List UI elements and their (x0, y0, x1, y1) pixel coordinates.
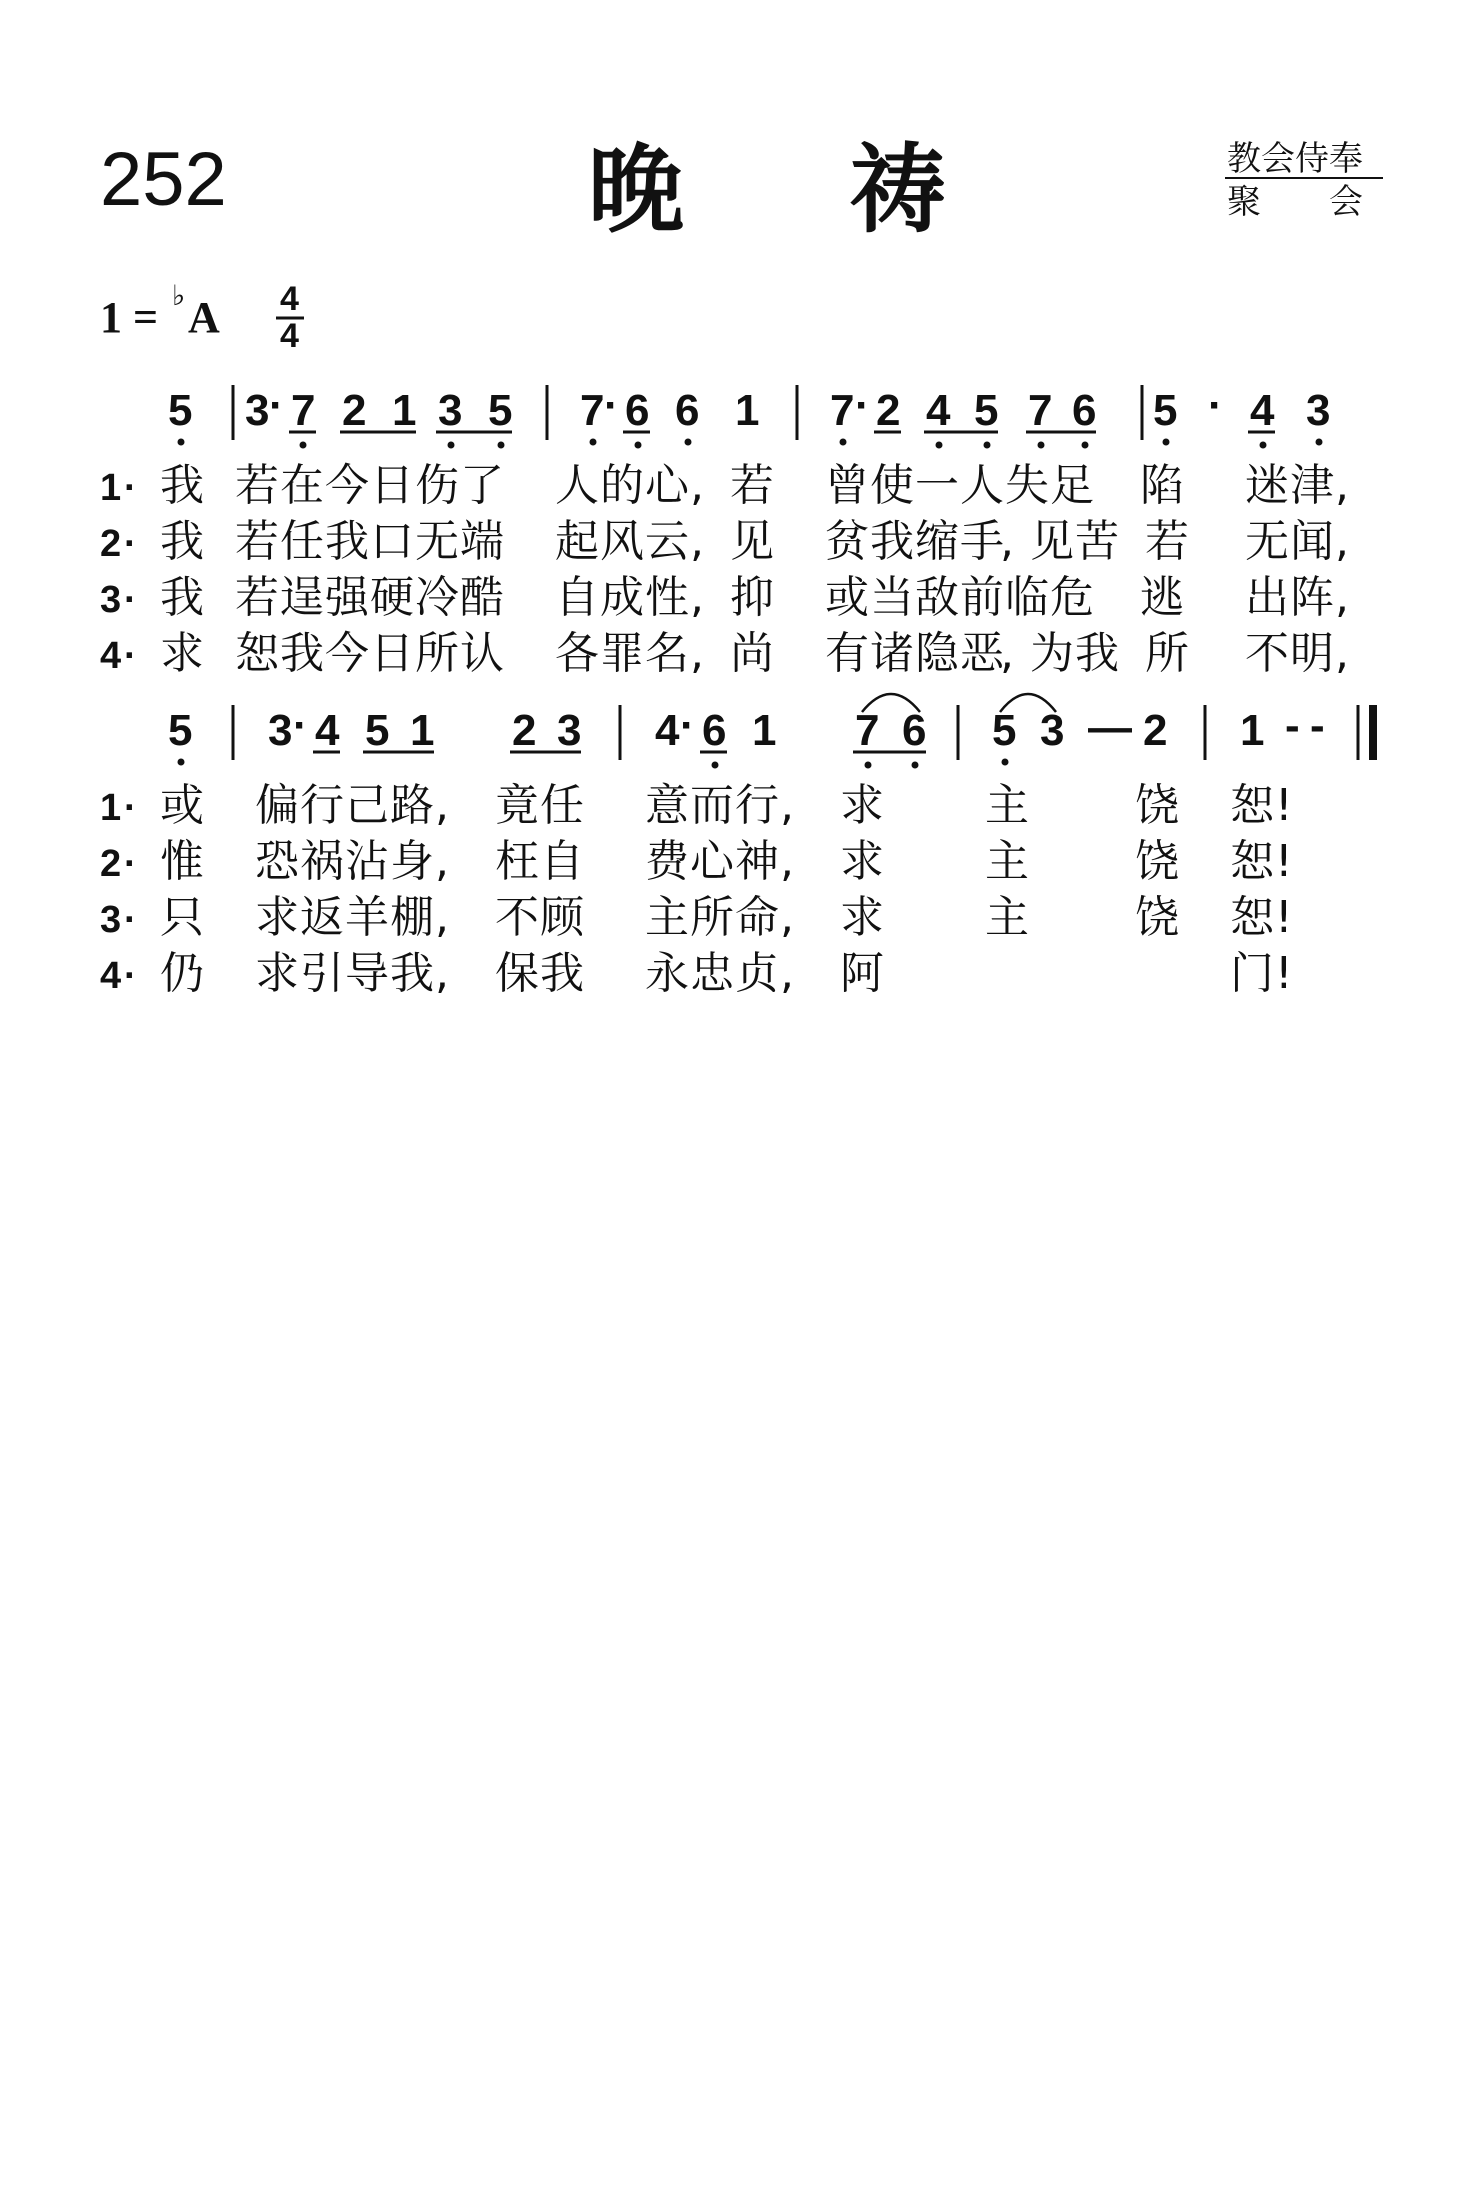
lyric-char: 心 (690, 836, 734, 887)
lyric-char: 我 (325, 516, 369, 567)
verse-number-dot: · (124, 787, 137, 829)
dash: - (1310, 701, 1325, 750)
lyric-char: 端 (460, 516, 504, 567)
note: 7 (1028, 386, 1053, 435)
lyric-char: 逞 (280, 572, 324, 623)
lyric-char: , (690, 572, 704, 623)
lyric-char: , (435, 948, 449, 999)
music-row-2 (168, 694, 1373, 769)
lyric-char: 迷 (1245, 460, 1289, 511)
lyric-char: 或 (825, 572, 869, 623)
note: 6 (625, 386, 650, 435)
lyric-char: , (435, 836, 449, 887)
lyric-char: 心 (645, 460, 689, 511)
verse-number-dot: · (124, 467, 137, 509)
lyric-char: 贞 (735, 948, 779, 999)
lyric-char: , (1335, 572, 1349, 623)
lyric-char: 主 (645, 892, 689, 943)
lyric-char: 危 (1050, 572, 1094, 623)
lyric-char: , (1335, 460, 1349, 511)
lyric-char: 手 (960, 516, 1004, 567)
lyric-char: 今 (325, 460, 369, 511)
lyric-char: 若 (235, 516, 279, 567)
music-row-1 (168, 381, 1330, 449)
note: 4 (926, 386, 951, 435)
low-octave-dot (448, 442, 455, 449)
lyric-char: 棚 (390, 892, 434, 943)
lyric-char: 使 (870, 460, 914, 511)
verse-line-1 (100, 460, 1349, 511)
lyric-char: 性 (645, 572, 689, 623)
note: 6 (902, 706, 927, 755)
note: 2 (342, 386, 367, 435)
note: 1 (410, 706, 435, 755)
lyric-char: 而 (690, 780, 734, 831)
low-octave-dot (178, 439, 185, 446)
lyric-char: 恶 (960, 628, 1004, 679)
lyric-char: 饶 (1135, 836, 1179, 887)
low-octave-dot (178, 759, 185, 766)
verse-number-dot: · (124, 635, 137, 677)
lyric-char: 只 (160, 892, 204, 943)
lyric-char: 主 (985, 780, 1029, 831)
verse-number-dot: · (124, 899, 137, 941)
lyric-char: 若 (235, 460, 279, 511)
note: 1 (752, 706, 777, 755)
lyric-char: 竟 (495, 780, 539, 831)
lyric-char: 罪 (600, 628, 644, 679)
note: 7 (855, 706, 880, 755)
lyric-char: 行 (735, 780, 779, 831)
low-octave-dot (840, 439, 847, 446)
lyric-char: ! (1275, 780, 1293, 831)
dot: · (1208, 381, 1223, 430)
lyric-char: 主 (985, 892, 1029, 943)
note: 2 (876, 386, 901, 435)
note: 3 (268, 706, 293, 755)
lyric-char: 起 (555, 516, 599, 567)
note: 5 (974, 386, 999, 435)
verse-line-4 (100, 948, 1293, 999)
note: 7 (830, 386, 855, 435)
lyric-char: 贫 (825, 516, 869, 567)
lyric-char: 引 (300, 948, 344, 999)
lyric-char: 费 (645, 836, 689, 887)
dash: - (1285, 701, 1300, 750)
lyric-char: 逃 (1140, 572, 1184, 623)
lyric-char: , (1000, 628, 1014, 679)
lyric-char: 硬 (370, 572, 414, 623)
note: 4 (1250, 386, 1275, 435)
dash: — (1088, 703, 1132, 752)
lyric-char: 闻 (1290, 516, 1334, 567)
verse-number: 4 (100, 955, 122, 997)
lyric-char: 自 (555, 572, 599, 623)
verse-number: 3 (100, 899, 122, 941)
note: 6 (675, 386, 700, 435)
lyric-char: , (435, 892, 449, 943)
key-prefix: 1 = (100, 293, 159, 342)
lyric-char: 求 (840, 892, 884, 943)
low-octave-dot (1082, 442, 1089, 449)
lyric-char: 永 (645, 948, 689, 999)
lyric-char: 我 (1075, 628, 1119, 679)
lyric-char: , (780, 780, 794, 831)
lyrics-block-2 (100, 780, 1293, 999)
verse-line-2 (100, 836, 1293, 887)
low-octave-dot (635, 442, 642, 449)
note: 4 (315, 706, 340, 755)
lyric-char: 我 (540, 948, 584, 999)
lyric-char: 我 (870, 516, 914, 567)
lyric-char: , (780, 836, 794, 887)
lyric-char: 所 (690, 892, 734, 943)
verse-line-3 (100, 892, 1293, 943)
lyric-char: 见 (1030, 516, 1074, 567)
hymn-number: 252 (100, 137, 227, 222)
lyric-char: 冷 (415, 572, 459, 623)
low-octave-dot (590, 439, 597, 446)
category-line-1: 教会侍奉 (1227, 139, 1363, 179)
lyric-char: 或 (160, 780, 204, 831)
lyric-char: 尚 (730, 628, 774, 679)
lyric-char: 日 (370, 628, 414, 679)
lyric-char: 不 (1245, 628, 1289, 679)
verse-number: 3 (100, 579, 122, 621)
lyric-char: 导 (345, 948, 389, 999)
lyric-char: 求 (840, 836, 884, 887)
lyric-char: 若 (1145, 516, 1189, 567)
note: 7 (580, 386, 605, 435)
lyric-char: 门 (1230, 948, 1274, 999)
lyric-char: 诸 (870, 628, 914, 679)
flat-sign: ♭ (172, 281, 186, 312)
lyric-char: 为 (1030, 628, 1074, 679)
lyric-char: ! (1275, 892, 1293, 943)
note: 3 (557, 706, 582, 755)
lyric-char: 恕 (1230, 892, 1274, 943)
low-octave-dot (1260, 442, 1267, 449)
low-octave-dot (984, 442, 991, 449)
lyric-char: 曾 (825, 460, 869, 511)
note: 1 (392, 386, 417, 435)
verse-number-dot: · (124, 579, 137, 621)
lyric-char: 恕 (1230, 780, 1274, 831)
time-signature-bottom: 4 (280, 317, 299, 355)
verse-line-4 (100, 628, 1349, 679)
lyric-char: 一 (915, 460, 959, 511)
lyric-char: 名 (645, 628, 689, 679)
lyric-char: 我 (280, 628, 324, 679)
lyric-char: 若 (235, 572, 279, 623)
lyric-char: 返 (300, 892, 344, 943)
note: 6 (702, 706, 727, 755)
lyric-char: 无 (415, 516, 459, 567)
lyric-char: 缩 (915, 516, 959, 567)
lyric-char: ! (1275, 948, 1293, 999)
lyric-char: 饶 (1135, 892, 1179, 943)
lyric-char: 行 (300, 780, 344, 831)
lyric-char: 陷 (1140, 460, 1184, 511)
time-signature-top: 4 (280, 280, 299, 318)
low-octave-dot (712, 762, 719, 769)
note: 3 (245, 386, 270, 435)
lyric-char: 隐 (915, 628, 959, 679)
note: 1 (735, 386, 760, 435)
verse-line-2 (100, 516, 1349, 567)
verse-number: 2 (100, 523, 122, 565)
lyric-char: 津 (1290, 460, 1334, 511)
low-octave-dot (498, 442, 505, 449)
dot: · (269, 381, 284, 430)
lyric-char: , (1335, 628, 1349, 679)
lyric-char: 出 (1245, 572, 1289, 623)
lyric-char: 今 (325, 628, 369, 679)
lyric-char: 求 (840, 780, 884, 831)
note: 5 (168, 706, 193, 755)
dot: · (680, 701, 695, 750)
lyric-char: 的 (600, 460, 644, 511)
lyric-char: 所 (415, 628, 459, 679)
lyric-char: 在 (280, 460, 324, 511)
low-octave-dot (1038, 442, 1045, 449)
lyric-char: 枉 (495, 836, 539, 887)
note: 1 (1240, 706, 1265, 755)
lyric-char: 人 (960, 460, 1004, 511)
lyric-char: 我 (160, 516, 204, 567)
lyric-char: 日 (370, 460, 414, 511)
dot: · (855, 381, 870, 430)
lyric-char: 任 (540, 780, 584, 831)
lyric-char: 己 (345, 780, 389, 831)
note: 2 (512, 706, 537, 755)
lyric-char: 前 (960, 572, 1004, 623)
low-octave-dot (1002, 759, 1009, 766)
lyric-char: 沾 (345, 836, 389, 887)
low-octave-dot (685, 439, 692, 446)
lyric-char: 路 (390, 780, 434, 831)
lyric-char: 求 (255, 948, 299, 999)
title-char-1: 晚 (588, 133, 684, 246)
lyric-char: 意 (645, 780, 689, 831)
low-octave-dot (865, 762, 872, 769)
lyric-char: 各 (555, 628, 599, 679)
verse-number: 1 (100, 467, 122, 509)
lyric-char: 伤 (415, 460, 459, 511)
lyric-char: , (780, 892, 794, 943)
low-octave-dot (300, 442, 307, 449)
key-letter: A (188, 293, 220, 342)
lyric-char: 恐 (255, 836, 299, 887)
lyric-char: 认 (460, 628, 504, 679)
lyric-char: 抑 (730, 572, 774, 623)
lyric-char: 强 (325, 572, 369, 623)
lyric-char: 自 (540, 836, 584, 887)
lyric-char: 偏 (255, 780, 299, 831)
lyric-char: , (1335, 516, 1349, 567)
verse-number-dot: · (124, 523, 137, 565)
dot: · (604, 381, 619, 430)
lyric-char: 失 (1005, 460, 1049, 511)
lyric-char: , (1000, 516, 1014, 567)
note: 3 (1306, 386, 1331, 435)
note: 5 (488, 386, 513, 435)
lyric-char: 阿 (840, 948, 884, 999)
lyric-char: 明 (1290, 628, 1334, 679)
lyric-char: , (690, 460, 704, 511)
lyric-char: 若 (730, 460, 774, 511)
note: 5 (168, 386, 193, 435)
lyric-char: 神 (735, 836, 779, 887)
lyric-char: 身 (390, 836, 434, 887)
lyric-char: 仍 (160, 948, 204, 999)
lyric-char: 我 (160, 572, 204, 623)
note: 5 (992, 706, 1017, 755)
lyric-char: 命 (735, 892, 779, 943)
lyric-char: 饶 (1135, 780, 1179, 831)
lyric-char: 祸 (300, 836, 344, 887)
lyric-char: 见 (730, 516, 774, 567)
lyric-char: 惟 (160, 836, 204, 887)
lyric-char: 足 (1050, 460, 1094, 511)
lyric-char: 无 (1245, 516, 1289, 567)
verse-number-dot: · (124, 955, 137, 997)
verse-number: 2 (100, 843, 122, 885)
note: 3 (1040, 706, 1065, 755)
lyric-char: 了 (460, 460, 504, 511)
lyric-char: 所 (1145, 628, 1189, 679)
lyric-char: 任 (280, 516, 324, 567)
verse-number: 1 (100, 787, 122, 829)
lyric-char: 主 (985, 836, 1029, 887)
lyrics-block-1 (100, 460, 1349, 679)
lyric-char: 不 (495, 892, 539, 943)
note: 6 (1072, 386, 1097, 435)
note: 5 (1153, 386, 1178, 435)
verse-number-dot: · (124, 843, 137, 885)
lyric-char: 临 (1005, 572, 1049, 623)
lyric-char: 敌 (915, 572, 959, 623)
lyric-char: , (690, 516, 704, 567)
note: 4 (655, 706, 680, 755)
note: 2 (1143, 706, 1168, 755)
lyric-char: 当 (870, 572, 914, 623)
lyric-char: 羊 (345, 892, 389, 943)
lyric-char: 恕 (1230, 836, 1274, 887)
lyric-char: 风 (600, 516, 644, 567)
lyric-char: , (690, 628, 704, 679)
lyric-char: ! (1275, 836, 1293, 887)
lyric-char: 求 (160, 628, 204, 679)
lyric-char: 云 (645, 516, 689, 567)
low-octave-dot (1316, 439, 1323, 446)
note: 5 (365, 706, 390, 755)
lyric-char: 酷 (460, 572, 504, 623)
title-char-2: 祷 (850, 133, 946, 246)
lyric-char: 成 (600, 572, 644, 623)
note: 3 (438, 386, 463, 435)
lyric-char: 人 (555, 460, 599, 511)
lyric-char: 阵 (1290, 572, 1334, 623)
lyric-char: 忠 (690, 948, 734, 999)
dot: · (293, 701, 308, 750)
lyric-char: 恕 (235, 628, 279, 679)
lyric-char: 我 (160, 460, 204, 511)
note: 7 (291, 386, 316, 435)
lyric-char: 有 (825, 628, 869, 679)
category-line-2: 聚 会 (1227, 182, 1363, 222)
verse-line-1 (100, 780, 1293, 831)
lyric-char: 我 (390, 948, 434, 999)
lyric-char: 求 (255, 892, 299, 943)
low-octave-dot (936, 442, 943, 449)
lyric-char: 口 (370, 516, 414, 567)
low-octave-dot (1163, 439, 1170, 446)
verse-number: 4 (100, 635, 122, 677)
low-octave-dot (912, 762, 919, 769)
verse-line-3 (100, 572, 1349, 623)
lyric-char: 苦 (1075, 516, 1119, 567)
lyric-char: 保 (495, 948, 539, 999)
lyric-char: , (435, 780, 449, 831)
lyric-char: , (780, 948, 794, 999)
lyric-char: 顾 (540, 892, 584, 943)
